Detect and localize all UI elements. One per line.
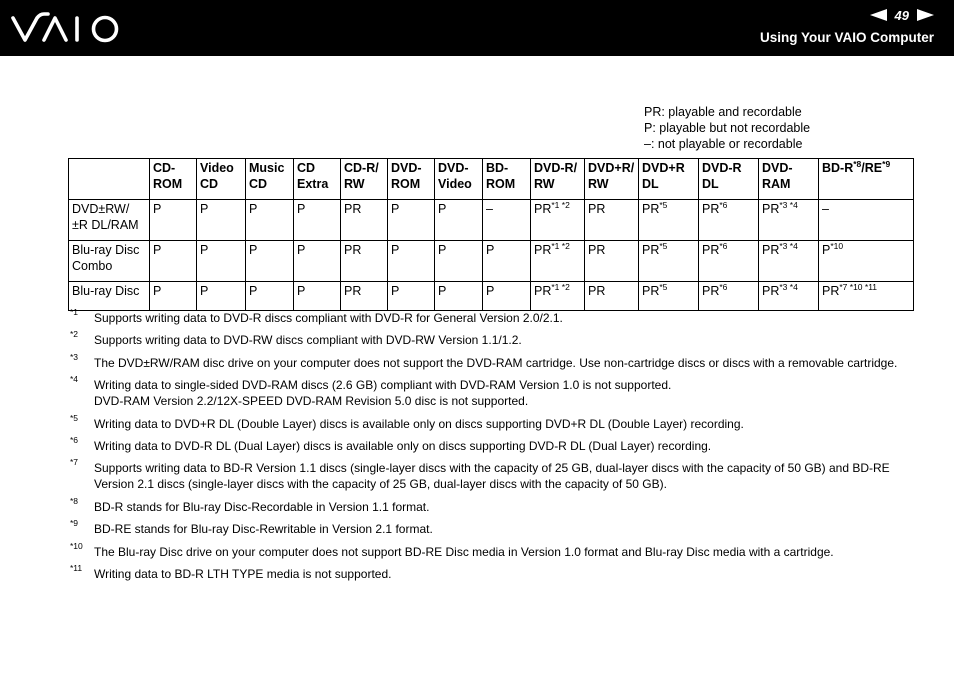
footnote-mark: *2: [70, 329, 79, 340]
footnote-mark: *4: [70, 374, 79, 385]
cell-value: P: [153, 202, 162, 216]
column-header-text: Video: [438, 177, 472, 191]
footnote-text: [94, 310, 920, 326]
footnote: [70, 540, 920, 560]
table-cell: [639, 282, 699, 311]
table-cell: [246, 241, 294, 282]
cell-value: P: [438, 243, 447, 257]
page-number: 49: [894, 7, 909, 23]
drive-type-cell: [69, 200, 150, 241]
table-cell: [197, 200, 246, 241]
footnote-line: Writing data to BD-R LTH TYPE media is not supported.: [94, 566, 392, 581]
table-cell: [435, 241, 483, 282]
column-header: [246, 159, 294, 200]
footnote-ref: *3 *4: [779, 240, 798, 251]
drive-type-text: DVD±RW/: [72, 202, 130, 216]
drive-type-cell: [69, 282, 150, 311]
table-cell: [699, 241, 759, 282]
column-header-text: ROM: [486, 177, 516, 191]
table-cell: [819, 282, 914, 311]
footnote-text: [94, 355, 920, 371]
section-title: Using Your VAIO Computer: [759, 30, 934, 45]
table-cell: [435, 200, 483, 241]
footnote-mark: *5: [70, 412, 79, 423]
cell-value: PR: [642, 202, 660, 216]
column-header: [699, 159, 759, 200]
column-header: [483, 159, 531, 200]
column-header-text: DVD+R/: [588, 161, 635, 175]
column-header-text: DVD-: [391, 161, 422, 175]
footnote-mark: *3: [70, 351, 79, 362]
table-cell: [150, 241, 197, 282]
footnote: [70, 307, 920, 326]
page-navigation: [870, 6, 934, 24]
drive-type-text: Blu-ray Disc: [72, 284, 140, 298]
cell-value: P: [153, 284, 162, 298]
footnote: [70, 374, 920, 409]
page-header: [0, 0, 954, 56]
cell-value: P: [297, 284, 306, 298]
cell-value: PR: [588, 202, 606, 216]
footnote-mark: *1: [70, 307, 79, 317]
footnote: [70, 434, 920, 454]
footnote-mark: *11: [70, 562, 83, 573]
footnote-line: Supports writing data to DVD-RW discs compliant with DVD-RW Version 1.1/1.2.: [94, 333, 522, 348]
table-cell: [759, 241, 819, 282]
cell-value: –: [822, 202, 829, 216]
column-header-text: DVD-R: [702, 161, 742, 175]
footnote-ref: *3 *4: [779, 199, 798, 210]
footnote: [70, 329, 920, 348]
column-header-text: DVD-: [762, 161, 793, 175]
drive-type-cell: [69, 241, 150, 282]
cell-value: PR: [702, 284, 720, 298]
column-header-text: RW: [534, 177, 555, 191]
cell-value: PR: [534, 243, 552, 257]
table-cell: [699, 200, 759, 241]
column-header-text: CD: [297, 161, 316, 175]
legend-item: PR: playable and recordable: [644, 105, 802, 119]
cell-value: –: [486, 202, 493, 216]
table-row: [69, 200, 914, 241]
column-header: [819, 159, 914, 200]
footnote-text: [94, 377, 920, 409]
footnote-text: [94, 460, 920, 492]
footnote-mark: *9: [70, 518, 79, 529]
column-header: [388, 159, 435, 200]
column-header-text: DVD-R/: [534, 161, 578, 175]
table-cell: [531, 241, 585, 282]
footnote-text: [94, 416, 920, 432]
legend-item: –: not playable or recordable: [644, 137, 803, 151]
drive-type-text: Blu-ray Disc: [72, 243, 140, 257]
cell-value: P: [200, 243, 209, 257]
table-cell: [435, 282, 483, 311]
table-cell: [341, 200, 388, 241]
footnote-mark: *6: [70, 434, 79, 445]
column-header-text: CD-R/: [344, 161, 379, 175]
footnote-text: [94, 566, 920, 582]
table-row: [69, 282, 914, 311]
footnote-ref: *1 *2: [551, 199, 570, 210]
cell-value: P: [249, 202, 258, 216]
column-header: [294, 159, 341, 200]
table-cell: [341, 241, 388, 282]
cell-value: PR: [762, 202, 780, 216]
column-header-text: DL: [702, 177, 719, 191]
footnote-ref: *1 *2: [551, 240, 570, 251]
column-header-text: RW: [344, 177, 365, 191]
footnote-line: DVD-RAM Version 2.2/12X-SPEED DVD-RAM Revision 5.0 disc is not supported.: [94, 394, 529, 409]
table-cell: [150, 200, 197, 241]
footnote-ref: *7 *10 *11: [839, 281, 878, 292]
footnote: [70, 412, 920, 432]
header-cell-empty: [69, 159, 150, 200]
table-cell: [246, 282, 294, 311]
cell-value: P: [822, 243, 831, 257]
drive-type-text: Combo: [72, 259, 113, 273]
cell-value: P: [249, 243, 258, 257]
table-row: [69, 241, 914, 282]
cell-value: PR: [702, 243, 720, 257]
vaio-logo: [10, 12, 120, 44]
footnote: [70, 518, 920, 537]
footnote-ref: *10: [830, 240, 844, 251]
footnote-ref: *9: [882, 158, 891, 169]
footnote-line: Supports writing data to DVD-R discs compliant with DVD-R for General Version 2.0/2.1.: [94, 311, 563, 325]
column-header-text: RAM: [762, 177, 791, 191]
footnote-ref: *6: [719, 240, 728, 251]
table-cell: [388, 200, 435, 241]
cell-value: P: [391, 284, 400, 298]
cell-value: PR: [642, 284, 660, 298]
footnote-text: [94, 544, 920, 560]
cell-value: PR: [762, 284, 780, 298]
cell-value: PR: [344, 243, 362, 257]
cell-value: PR: [534, 202, 552, 216]
footnote-line: Writing data to DVD+R DL (Double Layer) discs is available only on discs supporting DVD+R DL (Double Layer) recording.: [94, 416, 744, 431]
footnote-mark: *7: [70, 457, 79, 468]
table-cell: [294, 200, 341, 241]
footnote-ref: *5: [659, 240, 668, 251]
table-cell: [531, 200, 585, 241]
table-cell: [759, 282, 819, 311]
table-cell: [483, 241, 531, 282]
table-cell: [585, 282, 639, 311]
table-header-row: [69, 159, 914, 200]
cell-value: P: [200, 202, 209, 216]
table-cell: [294, 282, 341, 311]
column-header: [150, 159, 197, 200]
footnote-text: [94, 521, 920, 537]
footnote-line: BD-RE stands for Blu-ray Disc-Rewritable in Version 2.1 format.: [94, 522, 433, 537]
cell-value: PR: [822, 284, 840, 298]
column-header: [531, 159, 585, 200]
footnote-line: Writing data to DVD-R DL (Dual Layer) discs is available only on discs supporting DVD-R DL (Dual Layer) recording.: [94, 438, 712, 453]
footnote-ref: *1 *2: [551, 281, 570, 292]
cell-value: P: [391, 243, 400, 257]
column-header-text: Video: [200, 161, 234, 175]
cell-value: PR: [534, 284, 552, 298]
compatibility-table: [68, 158, 914, 311]
cell-value: PR: [344, 284, 362, 298]
column-header: [759, 159, 819, 200]
cell-value: PR: [762, 243, 780, 257]
column-header-text: DL: [642, 177, 659, 191]
next-page-icon[interactable]: [917, 9, 934, 21]
footnote-line: BD-R stands for Blu-ray Disc-Recordable in Version 1.1 format.: [94, 499, 430, 514]
table-cell: [246, 200, 294, 241]
footnote-text: [94, 499, 920, 515]
table-cell: [639, 200, 699, 241]
table-cell: [819, 200, 914, 241]
footnote: [70, 351, 920, 371]
footnote-ref: *6: [719, 281, 728, 292]
cell-value: P: [438, 284, 447, 298]
footnote-ref: *5: [659, 281, 668, 292]
footnote-line: The Blu-ray Disc drive on your computer does not support BD-RE Disc media in Version 1.0 format and Blu-ray Disc media with a cartridge.: [94, 544, 834, 559]
legend-item: P: playable but not recordable: [644, 121, 811, 135]
table-cell: [759, 200, 819, 241]
table-cell: [388, 282, 435, 311]
cell-value: P: [297, 243, 306, 257]
column-header-text: CD-: [153, 161, 176, 175]
column-header: [341, 159, 388, 200]
table-cell: [585, 241, 639, 282]
footnote-ref: *6: [719, 199, 728, 210]
column-header-text: DVD-: [438, 161, 469, 175]
table-cell: [483, 282, 531, 311]
cell-value: PR: [702, 202, 720, 216]
footnote-text: [94, 438, 920, 454]
table-cell: [197, 282, 246, 311]
footnote-ref: *8: [853, 158, 862, 169]
drive-type-text: ±R DL/RAM: [72, 218, 139, 232]
cell-value: P: [297, 202, 306, 216]
table-cell: [150, 282, 197, 311]
column-header-text: CD: [249, 177, 268, 191]
column-header-text: ROM: [153, 177, 183, 191]
cell-value: PR: [642, 243, 660, 257]
column-header: [585, 159, 639, 200]
table-cell: [388, 241, 435, 282]
footnote-line: Supports writing data to BD-R Version 1.1 discs (single-layer discs with the capacity of 25 GB, dual-layer discs with the capacity of 50 GB) and BD-RE Version 2.1 discs (single-layer discs with the capacity of 25 GB, dual-layer discs with the capacity of 50 GB).: [94, 461, 890, 492]
cell-value: P: [391, 202, 400, 216]
table-cell: [699, 282, 759, 311]
footnote-mark: *8: [70, 495, 79, 506]
table-cell: [483, 200, 531, 241]
cell-value: P: [153, 243, 162, 257]
column-header-text: DVD+R: [642, 161, 685, 175]
column-header-text: Music: [249, 161, 285, 175]
column-header: [435, 159, 483, 200]
column-header-text: ROM: [391, 177, 421, 191]
cell-value: PR: [588, 243, 606, 257]
footnote-mark: *10: [70, 540, 83, 551]
table-cell: [639, 241, 699, 282]
footnote: [70, 562, 920, 582]
cell-value: P: [486, 243, 495, 257]
footnote-line: The DVD±RW/RAM disc drive on your computer does not support the DVD-RAM cartridge. Use non-cartridge discs or discs with a removable cartridge.: [94, 355, 898, 370]
cell-value: PR: [588, 284, 606, 298]
table-cell: [819, 241, 914, 282]
column-header-text: Extra: [297, 177, 329, 191]
cell-value: P: [200, 284, 209, 298]
column-header: [639, 159, 699, 200]
table-cell: [531, 282, 585, 311]
footnotes: [70, 307, 920, 588]
footnote-text: [94, 332, 920, 348]
cell-value: P: [249, 284, 258, 298]
cell-value: P: [438, 202, 447, 216]
cell-value: P: [486, 284, 495, 298]
column-header-text: CD: [200, 177, 219, 191]
legend: [644, 104, 810, 152]
previous-page-icon[interactable]: [870, 9, 887, 21]
table-cell: [294, 241, 341, 282]
cell-value: PR: [344, 202, 362, 216]
footnote: [70, 495, 920, 515]
table-cell: [585, 200, 639, 241]
table-cell: [341, 282, 388, 311]
footnote-ref: *5: [659, 199, 668, 210]
column-header-text: RW: [588, 177, 609, 191]
footnote-line: Writing data to single-sided DVD-RAM discs (2.6 GB) compliant with DVD-RAM Version 1.0 is not supported.: [94, 378, 672, 393]
column-header-text: BD-: [486, 161, 509, 175]
table-cell: [197, 241, 246, 282]
column-header-text: BD-R: [822, 161, 854, 175]
footnote: [70, 457, 920, 492]
footnote-ref: *3 *4: [779, 281, 798, 292]
column-header-text: /RE: [861, 161, 883, 175]
column-header: [197, 159, 246, 200]
